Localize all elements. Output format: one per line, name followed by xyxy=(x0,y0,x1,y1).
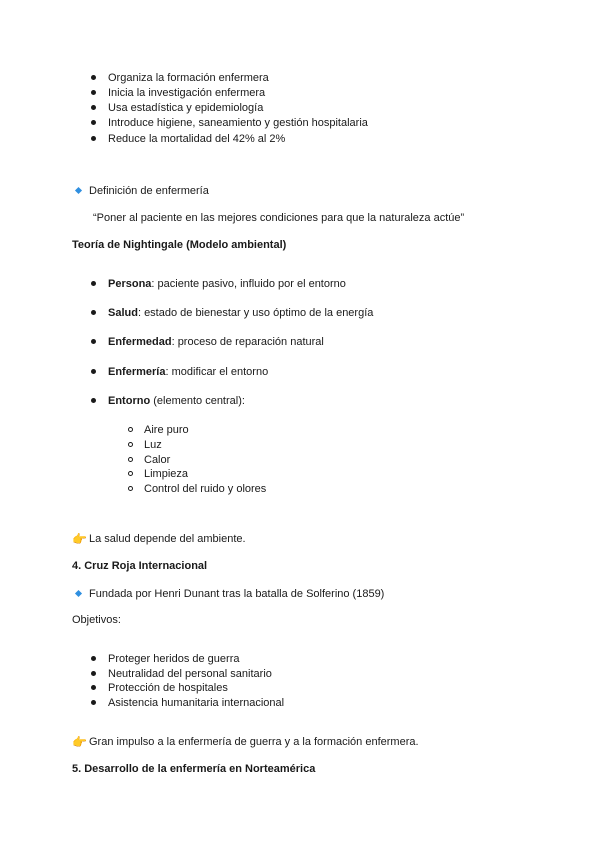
north-america-heading: 5. Desarrollo de la enfermería en Norteamérica xyxy=(72,763,316,775)
red-cross-heading: 4. Cruz Roja Internacional xyxy=(72,560,208,572)
list-item: Proteger heridos de guerra xyxy=(108,653,240,665)
ring-bullet-icon xyxy=(128,457,133,462)
bullet-icon xyxy=(91,339,96,344)
bullet-icon xyxy=(91,281,96,286)
ring-bullet-icon xyxy=(128,471,133,476)
bullet-icon xyxy=(91,398,96,403)
theory-note: La salud depende del ambiente. xyxy=(89,533,246,545)
list-item xyxy=(108,335,324,349)
term: Salud xyxy=(108,307,138,319)
ring-bullet-icon xyxy=(128,442,133,447)
bullet-icon xyxy=(91,700,96,705)
definition-label: Definición de enfermería xyxy=(89,185,209,197)
term: Enfermería xyxy=(108,366,166,378)
ring-bullet-icon xyxy=(128,486,133,491)
founded-text: Fundada por Henri Dunant tras la batalla de Solferino (1859) xyxy=(89,588,385,600)
sublist-item: Aire puro xyxy=(144,424,189,436)
pointing-hand-icon: 👉 xyxy=(72,735,87,749)
term-description: : proceso de reparación natural xyxy=(171,336,324,348)
term: Persona xyxy=(108,278,152,290)
term-description: : estado de bienestar y uso óptimo de la energía xyxy=(137,307,374,319)
small-blue-diamond-icon xyxy=(75,590,82,597)
list-item: Neutralidad del personal sanitario xyxy=(108,668,272,680)
list-item: Reduce la mortalidad del 42% al 2% xyxy=(108,133,286,145)
sublist-item: Luz xyxy=(144,439,162,451)
definition-quote: “Poner al paciente en las mejores condiciones para que la naturaleza actúe” xyxy=(93,212,465,224)
term: Enfermedad xyxy=(108,336,172,348)
list-item: Usa estadística y epidemiología xyxy=(108,102,264,114)
theory-heading: Teoría de Nightingale (Modelo ambiental) xyxy=(72,239,287,251)
red-cross-note: Gran impulso a la enfermería de guerra y a la formación enfermera. xyxy=(89,736,419,748)
list-item: Protección de hospitales xyxy=(108,682,228,694)
list-item xyxy=(108,277,346,291)
bullet-icon xyxy=(91,310,96,315)
bullet-icon xyxy=(91,685,96,690)
list-item xyxy=(108,306,373,320)
list-item: Organiza la formación enfermera xyxy=(108,72,269,84)
bullet-icon xyxy=(91,120,96,125)
objectives-label: Objetivos: xyxy=(72,614,121,626)
list-item xyxy=(108,365,268,379)
term: Entorno xyxy=(108,395,151,407)
bullet-icon xyxy=(91,656,96,661)
small-blue-diamond-icon xyxy=(75,187,82,194)
ring-bullet-icon xyxy=(128,427,133,432)
bullet-icon xyxy=(91,671,96,676)
term-description: : modificar el entorno xyxy=(165,366,269,378)
bullet-icon xyxy=(91,105,96,110)
bullet-icon xyxy=(91,369,96,374)
term-description: (elemento central): xyxy=(150,395,245,407)
sublist-item: Control del ruido y olores xyxy=(144,483,267,495)
list-item: Inicia la investigación enfermera xyxy=(108,87,266,99)
bullet-icon xyxy=(91,75,96,80)
term-description: : paciente pasivo, influido por el entorno xyxy=(151,278,346,290)
list-item: Asistencia humanitaria internacional xyxy=(108,697,285,709)
list-item: Introduce higiene, saneamiento y gestión hospitalaria xyxy=(108,117,368,129)
bullet-icon xyxy=(91,136,96,141)
list-item xyxy=(108,394,245,408)
bullet-icon xyxy=(91,90,96,95)
pointing-hand-icon: 👉 xyxy=(72,532,87,546)
sublist-item: Calor xyxy=(144,454,171,466)
sublist-item: Limpieza xyxy=(144,468,189,480)
